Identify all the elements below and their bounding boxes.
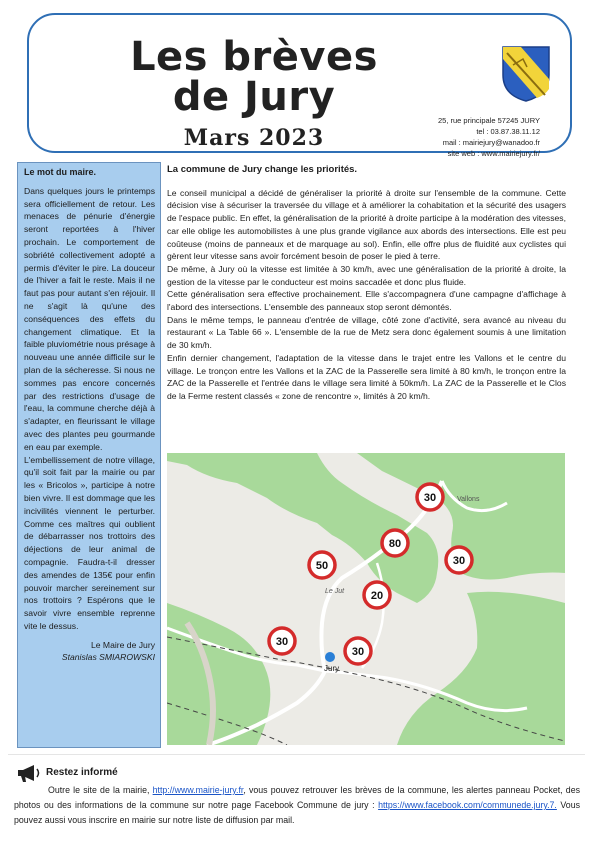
map-label-vallons: Vallons — [457, 496, 480, 503]
info-text-part: Vous pouvez aussi vous inscrire en mairie sur notre liste de diffusion par mail. — [14, 800, 580, 825]
article — [167, 164, 566, 403]
newsletter-header — [27, 13, 572, 158]
mairie-website-link[interactable]: http://www.mairie-jury.fr — [152, 785, 244, 795]
speed-limit-value: 50 — [315, 560, 329, 572]
article-paragraph: Cette généralisation sera effective prochainement. Elle s'accompagnera d'une campagne d'affichage à l'abord des intersections. L'ensemble des panneaux stop seront démontés. — [167, 289, 566, 313]
contact-phone: tel : 03.87.38.11.12 — [476, 127, 540, 136]
sidebar-paragraph: Dans quelques jours le printemps sera officiellement de retour. Les menaces de pénurie d'énergie seront reportées à l'hiver prochain. Le comportement de sobriété collectivement adopté a permis d'éviter le pire. La douceur de l'hiver a fait le reste. Mais il ne faut pas pour autant s'en réjouir. Il ne s'agit là qu'une des conséquences des effets du changement climatique. Et la faible pluviométrie nous présage à nouveau une année difficile sur le plan de la sécheresse. Si nous ne sommes pas encore concernés par des restrictions d'usage de l'eau, la commune cherche déjà à s'adapter, en fleurissant le village avec des plantes peu gourmande en eau par exemple. — [24, 185, 155, 452]
speed-limit-value: 20 — [370, 590, 384, 602]
contact-address: 25, rue principale 57245 JURY — [437, 116, 540, 125]
speed-limit-value: 80 — [388, 538, 402, 550]
info-text-part: , vous pouvez retrouver les brèves de la commune, les alertes panneau Pocket, des photos ou des informations de la commune sur notre page Facebook Commune de jury : — [14, 785, 580, 810]
mayor-name: Stanislas SMIAROWSKI — [61, 652, 155, 663]
map-graphic — [167, 453, 565, 745]
article-paragraph: Enfin dernier changement, l'adaptation de la vitesse dans le trajet entre les Vallons et le centre du village. Le tronçon entre les Vallons et la ZAC de la Passerelle sera limité à 80 km/h, le tronçon entre la ZAC de la Passerelle et l'entrée dans le village sera limité à 50km/h. La ZAC de la Passerelle et le Clos de la Ferme restent classés « zone de rencontre », limités à 20 km/h. — [167, 352, 566, 401]
map-label-le-jut: Le Jut — [325, 588, 345, 595]
speed-limit-value: 30 — [452, 555, 466, 567]
mayor-signature-title: Le Maire de Jury — [90, 639, 155, 650]
article-title: La commune de Jury change les priorités. — [167, 164, 358, 175]
stay-informed-box — [8, 754, 585, 835]
contact-mail: mail : mairiejury@wanadoo.fr — [442, 138, 540, 147]
map-label-jury: Jury — [324, 664, 340, 673]
newsletter-title-line1: Les brèves — [130, 34, 378, 80]
speed-limit-map — [167, 453, 565, 745]
article-paragraph: Dans le même temps, le panneau d'entrée de village, côté zone d'activité, sera avancé au niveau du restaurant « La Table 66 ». L'ensemble de la rue de Metz sera donc également soumis à une limitation de 30 km/h. — [167, 314, 566, 351]
jury-location-marker — [325, 652, 335, 662]
sidebar-title: Le mot du maire. — [24, 167, 97, 177]
info-text — [14, 783, 580, 828]
info-title: Restez informé — [46, 767, 118, 778]
megaphone-icon — [16, 763, 42, 783]
mayor-sidebar — [17, 162, 161, 748]
speed-limit-value: 30 — [275, 636, 289, 648]
sidebar-paragraph: L'embellissement de notre village, qu'il soit fait par la mairie ou par les « Bricolos », participe à notre bien vivre. Il est dommage que les incivilités viennent le perturber. Comme ces maîtres qui oublient de débarrasser nos trottoirs des déjections de leur animal de compagnie. Faudra-t-il dresser des amendes de 135€ pour enfin pouvoir marcher sereinement sur nos trottoirs ? Espérons que le savoir vivre ensemble reprenne vite le dessus. — [24, 454, 155, 631]
speed-limit-value: 30 — [423, 492, 437, 504]
issue-date: Mars 2023 — [183, 125, 325, 151]
newsletter-title-line2: de Jury — [172, 74, 336, 120]
facebook-page-link[interactable]: https://www.facebook.com/communede.jury.7. — [378, 800, 557, 810]
contact-block — [438, 115, 540, 159]
speed-limit-value: 30 — [351, 646, 365, 658]
coat-of-arms-icon — [501, 45, 551, 103]
article-paragraph: De même, à Jury où la vitesse est limitée à 30 km/h, avec une généralisation de la priorité à droite, la gestion de la vitesse par le conducteur est moins saccadée et donc plus fluide. — [167, 263, 566, 287]
info-text-part: Outre le site de la mairie, — [48, 785, 153, 795]
article-paragraph: Le conseil municipal a décidé de généraliser la priorité à droite sur l'ensemble de la commune. Cette décision vise à sécuriser la traversée du village et à améliorer la cohabitation et la sécurité des usagers de l'espace public. En effet, la généralisation de la priorité à droite participe à la modération des vitesses, car elle oblige les automobilistes à une plus grande vigilance aux abords des intersections. Elle est peu coûteuse (moins de panneaux et de marquage au sol). Enfin, elle offre plus de fluidité aux cyclistes qui gèrent leur vitesse sans avoir forcément besoin de poser le pied à terre. — [167, 187, 566, 262]
contact-website: site web : www.mairiejury.fr/ — [447, 149, 540, 158]
